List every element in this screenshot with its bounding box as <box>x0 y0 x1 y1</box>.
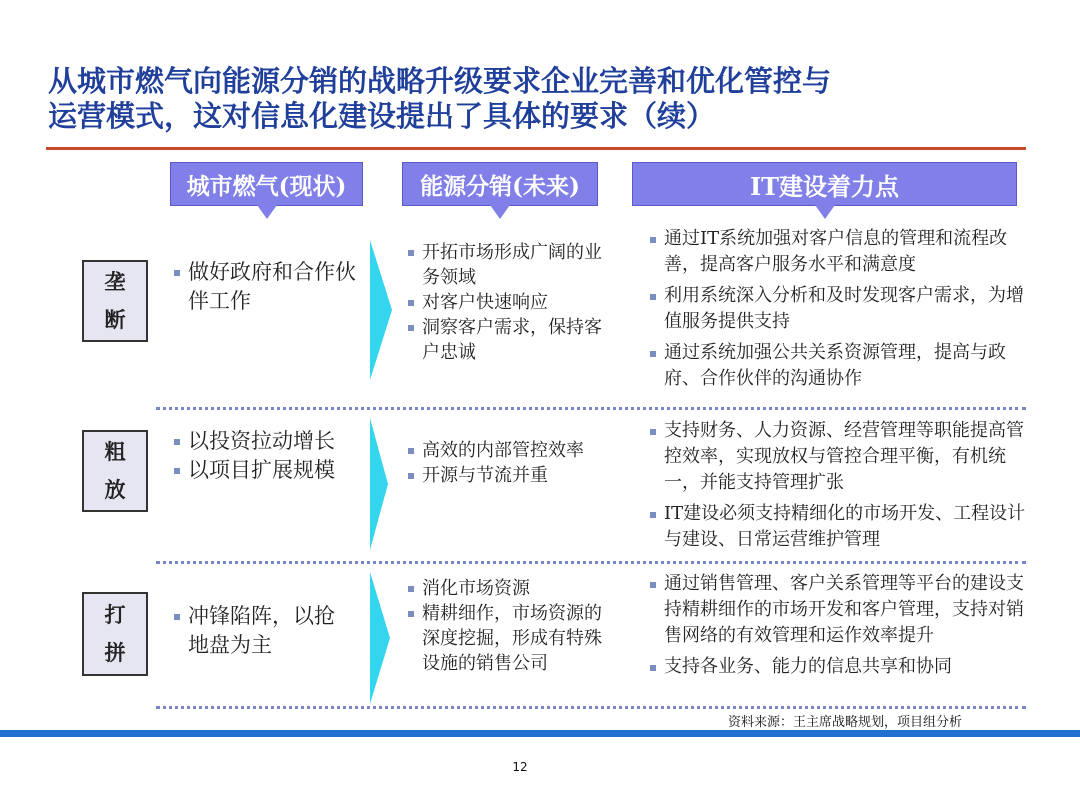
list-item: 利用系统深入分析和及时发现客户需求，为增值服务提供支持 <box>648 283 1028 335</box>
it-list <box>648 571 1028 685</box>
future-list <box>406 576 616 676</box>
row-badge-extensive <box>82 430 148 512</box>
arrow-right-icon <box>370 418 388 550</box>
arrow-right-icon <box>370 240 392 380</box>
badge-char: 放 <box>104 477 126 502</box>
list-item: 对客户快速响应 <box>406 290 616 315</box>
row-divider <box>156 706 1026 709</box>
title-divider <box>46 147 1026 150</box>
header-future-pointer <box>490 205 510 219</box>
title-line-2: 运营模式，这对信息化建设提出了具体的要求（续） <box>48 99 716 133</box>
badge-char: 拼 <box>104 640 126 665</box>
list-item: 通过IT系统加强对客户信息的管理和流程改善，提高客户服务水平和满意度 <box>648 226 1028 278</box>
it-list <box>648 418 1028 558</box>
badge-char: 粗 <box>104 439 126 464</box>
header-it <box>632 162 1017 220</box>
header-current <box>170 162 363 220</box>
list-item: 以项目扩展规模 <box>172 456 367 485</box>
row-badge-monopoly <box>82 260 148 342</box>
header-current-label: 城市燃气(现状) <box>170 162 363 206</box>
list-item: 洞察客户需求，保持客户忠诚 <box>406 315 616 365</box>
list-item: 消化市场资源 <box>406 576 616 601</box>
title-line-1: 从城市燃气向能源分销的战略升级要求企业完善和优化管控与 <box>48 64 832 98</box>
list-item: 做好政府和合作伙伴工作 <box>172 258 362 316</box>
badge-char: 垄 <box>104 269 126 294</box>
row-divider <box>156 407 1026 410</box>
row-divider <box>156 561 1026 564</box>
header-it-pointer <box>815 205 835 219</box>
list-item: 通过销售管理、客户关系管理等平台的建设支持精耕细作的市场开发和客户管理，支持对销售网络的有效管理和运作效率提升 <box>648 571 1028 649</box>
header-future <box>402 162 598 220</box>
list-item: 高效的内部管控效率 <box>406 438 616 463</box>
current-list <box>172 427 367 485</box>
source-note: 资料来源：王主席战略规划，项目组分析 <box>728 715 963 730</box>
list-item: 支持各业务、能力的信息共享和协同 <box>648 654 1028 680</box>
list-item: 冲锋陷阵，以抢地盘为主 <box>172 602 342 660</box>
header-it-label: IT建设着力点 <box>632 162 1017 206</box>
list-item: 以投资拉动增长 <box>172 427 367 456</box>
page-number: 12 <box>512 760 528 774</box>
list-item: 支持财务、人力资源、经营管理等职能提高管控效率，实现放权与管控合理平衡，有机统一，并能支持管理扩张 <box>648 418 1028 496</box>
list-item: 精耕细作，市场资源的深度挖掘，形成有特殊设施的销售公司 <box>406 601 616 676</box>
header-current-pointer <box>257 205 277 219</box>
current-list <box>172 258 362 316</box>
list-item: 开拓市场形成广阔的业务领域 <box>406 240 616 290</box>
badge-char: 断 <box>104 307 126 332</box>
row-badge-struggle <box>82 592 148 676</box>
badge-char: 打 <box>104 602 126 627</box>
it-list <box>648 226 1028 397</box>
footer-bar <box>0 730 1080 737</box>
list-item: 通过系统加强公共关系资源管理，提高与政府、合作伙伴的沟通协作 <box>648 340 1028 392</box>
arrow-right-icon <box>370 572 390 704</box>
header-future-label: 能源分销(未来) <box>402 162 598 206</box>
future-list <box>406 438 616 488</box>
list-item: 开源与节流并重 <box>406 463 616 488</box>
current-list <box>172 602 342 660</box>
future-list <box>406 240 616 365</box>
page-title <box>48 64 1038 134</box>
list-item: IT建设必须支持精细化的市场开发、工程设计与建设、日常运营维护管理 <box>648 501 1028 553</box>
